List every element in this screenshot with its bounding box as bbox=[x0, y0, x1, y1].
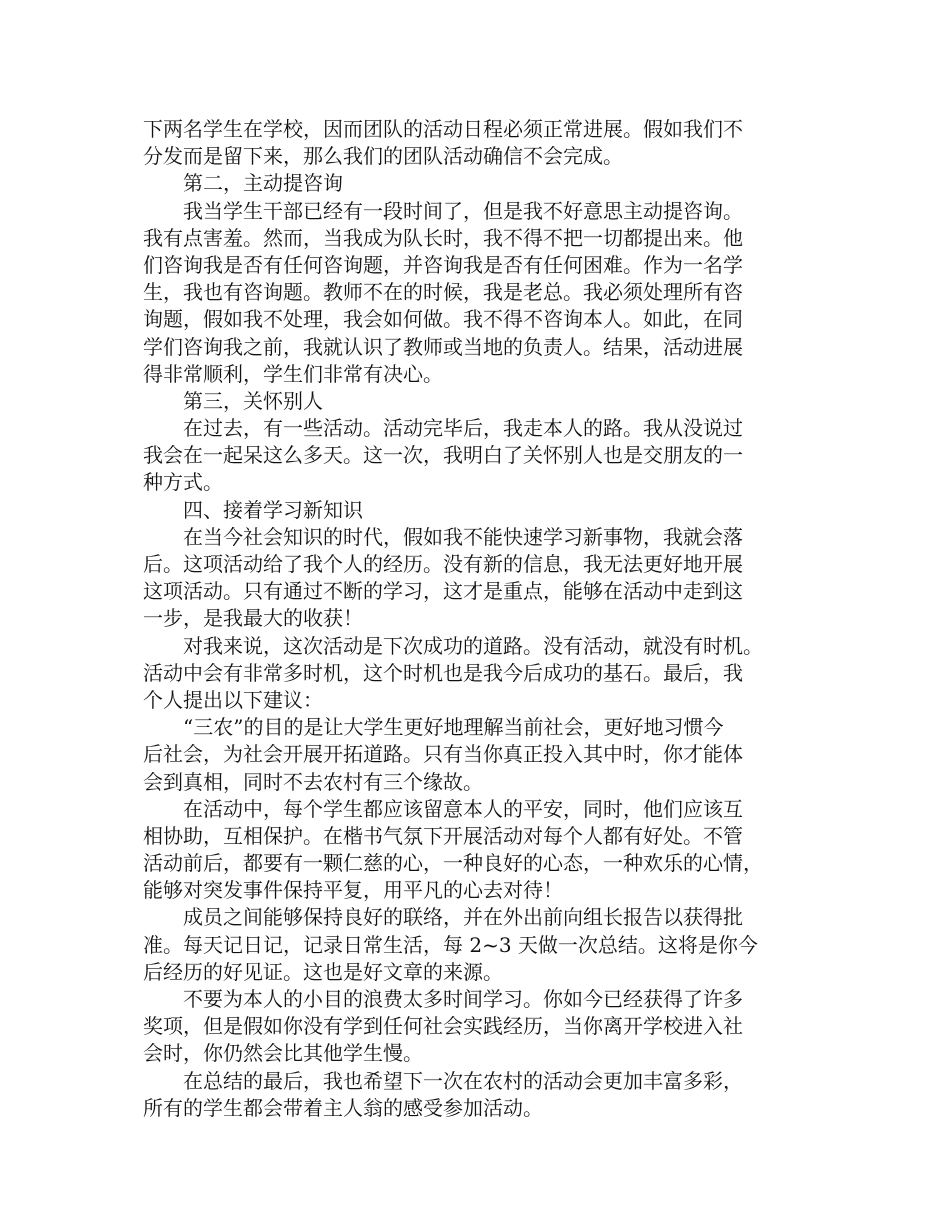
text-line: 在过去，有一些活动。活动完毕后，我走本人的路。我从没说过 bbox=[183, 416, 743, 441]
text-line: 活动中会有非常多时机，这个时机也是我今后成功的基石。最后，我 bbox=[143, 660, 743, 685]
text-line: 个人提出以下建议： bbox=[143, 687, 323, 712]
text-line: 第三，关怀别人 bbox=[183, 388, 323, 413]
text-line: 下两名学生在学校，因而团队的活动日程必须正常进展。假如我们不 bbox=[143, 117, 743, 141]
text-line: 奖项，但是假如你没有学到任何社会实践经历，当你离开学校进入社 bbox=[143, 1014, 743, 1039]
text-line: 第二，主动提咨询 bbox=[183, 171, 343, 196]
text-line: 相协助，互相保护。在楷书气氛下开展活动对每个人都有好处。不管 bbox=[143, 823, 743, 848]
text-line: 我有点害羞。然而，当我成为队长时，我不得不把一切都提出来。他 bbox=[143, 225, 743, 250]
text-line: 成员之间能够保持良好的联络，并在外出前向组长报告以获得批 bbox=[183, 905, 743, 930]
text-line: 准。每天记日记，记录日常生活，每 2~3 天做一次总结。这将是你今 bbox=[143, 932, 758, 957]
text-line: 种方式。 bbox=[143, 470, 223, 495]
text-line: 这项活动。只有通过不断的学习，这才是重点，能够在活动中走到这 bbox=[143, 579, 743, 604]
text-line: 我会在一起呆这么多天。这一次，我明白了关怀别人也是交朋友的一 bbox=[143, 443, 743, 468]
text-line: 们咨询我是否有任何咨询题，并咨询我是否有任何困难。作为一名学 bbox=[143, 252, 743, 277]
text-line: 一步，是我最大的收获！ bbox=[143, 606, 363, 631]
text-line: 询题，假如我不处理，我会如何做。我不得不咨询本人。如此，在同 bbox=[143, 307, 743, 332]
text-line: 在当今社会知识的时代，假如我不能快速学习新事物，我就会落 bbox=[183, 524, 743, 549]
text-line: 不要为本人的小目的浪费太多时间学习。你如今已经获得了许多 bbox=[183, 987, 743, 1011]
text-line: 在总结的最后，我也希望下一次在农村的活动会更加丰富多彩， bbox=[183, 1068, 743, 1093]
text-line: 我当学生干部已经有一段时间了，但是我不好意思主动提咨询。 bbox=[183, 198, 743, 223]
text-line: 后经历的好见证。这也是好文章的来源。 bbox=[143, 959, 503, 984]
text-line: 所有的学生都会带着主人翁的感受参加活动。 bbox=[143, 1095, 543, 1120]
text-line: 分发而是留下来，那么我们的团队活动确信不会完成。 bbox=[143, 144, 623, 169]
text-line: 活动前后，都要有一颗仁慈的心，一种良好的心态，一种欢乐的心情， bbox=[143, 851, 763, 876]
text-line: 得非常顺利，学生们非常有决心。 bbox=[143, 361, 443, 386]
text-line: 能够对突发事件保持平复，用平凡的心去对待！ bbox=[143, 878, 563, 903]
text-line: 会到真相，同时不去农村有三个缘故。 bbox=[143, 769, 483, 794]
text-line: 生，我也有咨询题。教师不在的时候，我是老总。我必须处理所有咨 bbox=[143, 280, 743, 305]
text-line: 会时，你仍然会比其他学生慢。 bbox=[143, 1041, 423, 1066]
text-line: “三农”的目的是让大学生更好地理解当前社会，更好地习惯今 bbox=[183, 715, 724, 740]
document-body-text bbox=[143, 116, 823, 1122]
text-line: 四、接着学习新知识 bbox=[183, 497, 363, 522]
text-line: 对我来说，这次活动是下次成功的道路。没有活动，就没有时机。 bbox=[183, 633, 763, 658]
text-line: 学们咨询我之前，我就认识了教师或当地的负责人。结果，活动进展 bbox=[143, 334, 743, 359]
text-line: 在活动中，每个学生都应该留意本人的平安，同时，他们应该互 bbox=[183, 796, 743, 821]
text-line: 后。这项活动给了我个人的经历。没有新的信息，我无法更好地开展 bbox=[143, 552, 743, 576]
text-line: 后社会，为社会开展开拓道路。只有当你真正投入其中时，你才能体 bbox=[143, 742, 743, 767]
